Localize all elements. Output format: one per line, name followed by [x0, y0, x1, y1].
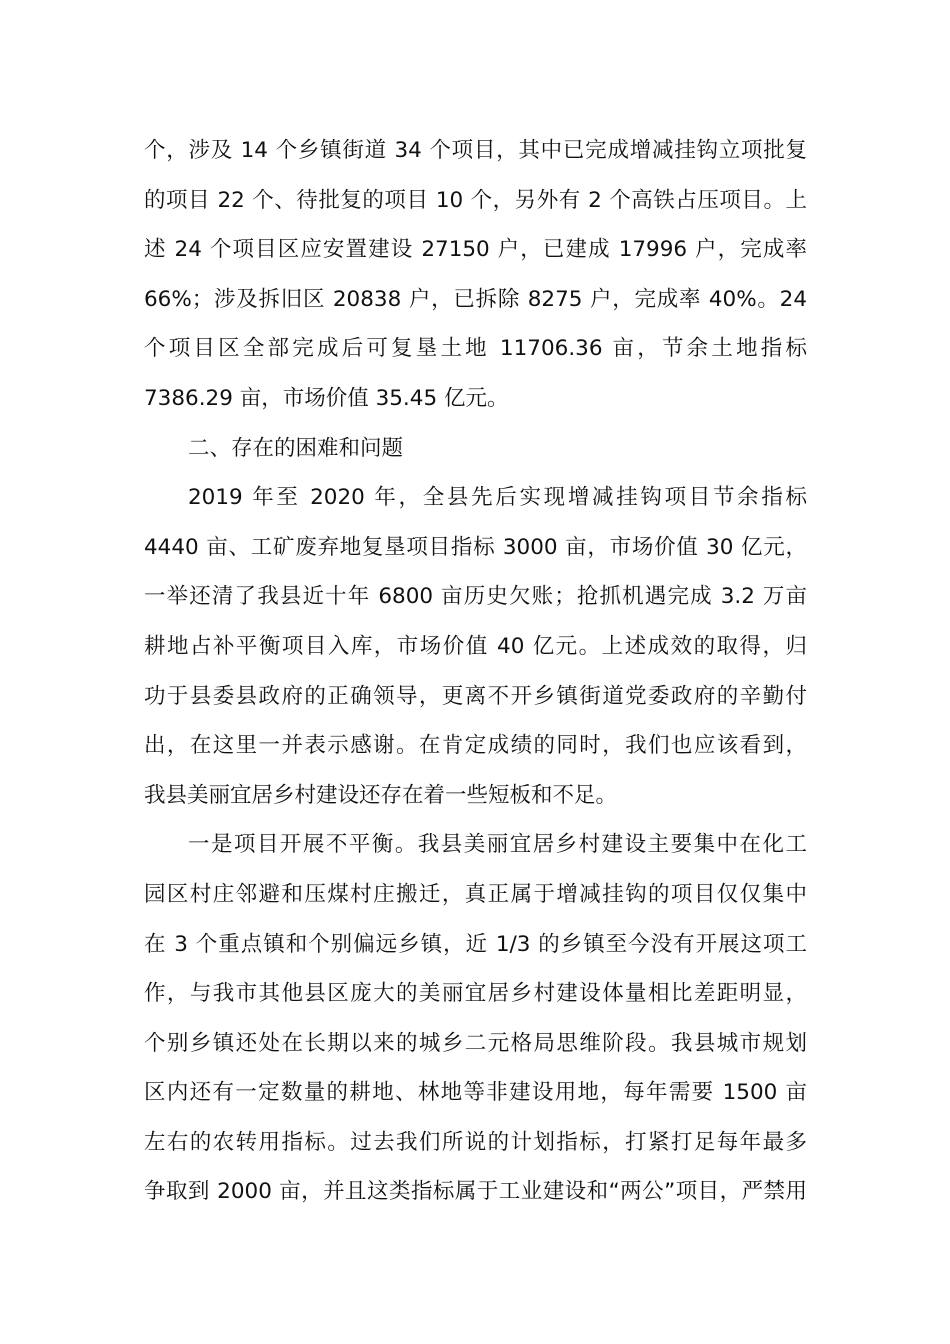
paragraph-imbalance [144, 820, 807, 1217]
text-line: 2019 年至 2020 年，全县先后实现增减挂钩项目节余指标 [188, 485, 807, 511]
text-line: 一举还清了我县近十年 6800 亩历史欠账；抢抓机遇完成 3.2 万亩 [144, 584, 807, 610]
paragraph-achievements [144, 473, 807, 820]
text-line: 7386.29 亩，市场价值 35.45 亿元。 [144, 385, 509, 411]
text-line: 出，在这里一并表示感谢。在肯定成绩的同时，我们也应该看到， [144, 733, 807, 759]
text-line: 4440 亩、工矿废弃地复垦项目指标 3000 亩，市场价值 30 亿元， [144, 534, 807, 560]
text-line: 在 3 个重点镇和个别偏远乡镇，近 1/3 的乡镇至今没有开展这项工 [144, 931, 807, 957]
text-line: 述 24 个项目区应安置建设 27150 户，已建成 17996 户，完成率 [144, 237, 807, 263]
text-line: 园区村庄邻避和压煤村庄搬迁，真正属于增减挂钩的项目仅仅集中 [144, 881, 807, 907]
text-line: 左右的农转用指标。过去我们所说的计划指标，打紧打足每年最多 [144, 1129, 807, 1155]
text-line: 个别乡镇还处在长期以来的城乡二元格局思维阶段。我县城市规划 [144, 1030, 807, 1056]
section-heading-difficulties [144, 424, 807, 474]
text-line: 争取到 2000 亩，并且这类指标属于工业建设和“两公”项目，严禁用 [144, 1179, 807, 1205]
text-line: 作，与我市其他县区庞大的美丽宜居乡村建设体量相比差距明显， [144, 981, 807, 1007]
text-line: 个项目区全部完成后可复垦土地 11706.36 亩，节余土地指标 [144, 336, 807, 362]
text-line: 区内还有一定数量的耕地、林地等非建设用地，每年需要 1500 亩 [144, 1080, 807, 1106]
text-line: 的项目 22 个、待批复的项目 10 个，另外有 2 个高铁占压项目。上 [144, 187, 807, 213]
text-line: 一是项目开展不平衡。我县美丽宜居乡村建设主要集中在化工 [188, 832, 807, 858]
heading-text: 二、存在的困难和问题 [188, 435, 404, 461]
text-line: 66%；涉及拆旧区 20838 户，已拆除 8275 户，完成率 40%。24 [144, 286, 807, 312]
text-line: 功于县委县政府的正确领导，更离不开乡镇街道党委政府的辛勤付 [144, 683, 807, 709]
paragraph-project-summary [144, 126, 807, 424]
text-line: 我县美丽宜居乡村建设还存在着一些短板和不足。 [144, 782, 618, 808]
document-page [144, 126, 807, 1217]
text-line: 耕地占补平衡项目入库，市场价值 40 亿元。上述成效的取得，归 [144, 633, 807, 659]
text-line: 个，涉及 14 个乡镇街道 34 个项目，其中已完成增减挂钩立项批复 [144, 138, 807, 163]
